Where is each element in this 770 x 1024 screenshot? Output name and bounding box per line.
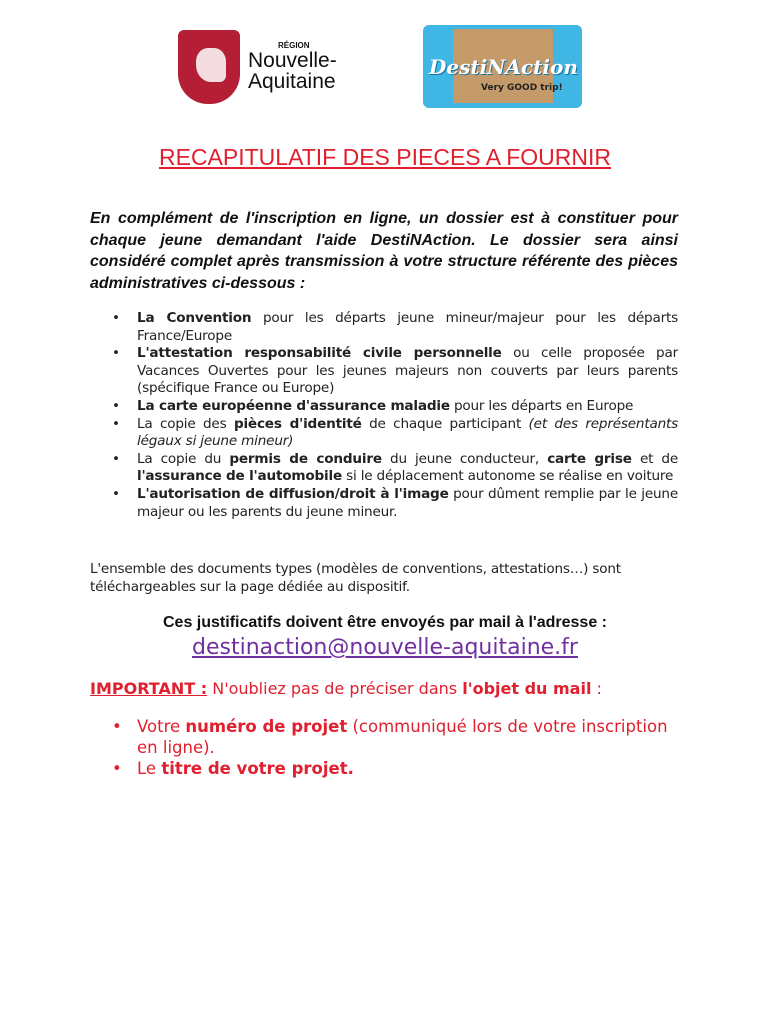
document-item-segment: permis de conduire [229, 450, 382, 467]
document-item-segment: ou celle proposée par Vacances Ouvertes pour les jeunes majeurs non couverts par leurs parents (spécifique France ou Europe) [137, 345, 679, 397]
document-item-segment: La Convention [137, 310, 252, 326]
document-item [110, 451, 678, 486]
important-note [90, 679, 602, 698]
important-label: IMPORTANT : [90, 679, 208, 698]
document-item [110, 310, 678, 345]
document-item-segment: du jeune conducteur, [381, 450, 548, 467]
templates-note: L'ensemble des documents types (modèles de conventions, attestations…) sont téléchargeables sur la page dédiée au dispositif. [90, 561, 621, 595]
document-item-segment: La carte européenne d'assurance maladie [137, 397, 450, 414]
important-object: l'objet du mail [462, 679, 592, 698]
important-text: N'oubliez pas de préciser dans [207, 679, 463, 698]
reminder-item-segment: numéro de projet [185, 717, 348, 736]
reminder-item [110, 716, 690, 758]
document-item [110, 486, 678, 521]
region-logo [178, 30, 337, 104]
document-item-segment: (et des représentants légaux si jeune mineur) [137, 415, 679, 450]
destinaction-logo-text: DestiNAction [429, 55, 578, 79]
logo-region-name-1: Nouvelle- [248, 49, 337, 72]
reminders-list [110, 716, 690, 779]
intro-paragraph: En complément de l'inscription en ligne, un dossier est à constituer pour chaque jeune demandant l'aide DestiNAction. Le dossier sera ainsi considéré complet après transmission à votre structure référente des pièces administratives ci-dessous : [90, 210, 678, 292]
document-item-segment: La copie du [137, 450, 230, 467]
document-item-segment: et de [631, 450, 678, 467]
document-item-segment: L'autorisation de diffusion/droit à l'image [137, 485, 449, 502]
logo-region-name-2: Aquitaine [248, 70, 336, 93]
email-link[interactable]: destinaction@nouvelle-aquitaine.fr [192, 635, 578, 660]
destinaction-logo [423, 25, 582, 108]
document-item-segment: si le déplacement autonome se réalise en voiture [342, 468, 674, 485]
lion-shield-icon [178, 30, 240, 104]
document-item [110, 416, 678, 451]
document-item-segment: pour dûment remplie par le jeune majeur ou les parents du jeune mineur. [137, 485, 678, 520]
reminder-item-segment: titre de votre projet. [161, 759, 354, 778]
document-item-segment: carte grise [547, 450, 632, 467]
document-item-segment: l'assurance de l'automobile [137, 468, 342, 485]
reminder-item-segment: Le [137, 759, 162, 778]
document-item [110, 345, 678, 398]
document-item-segment: pour les départs en Europe [449, 397, 634, 414]
reminder-item [110, 758, 690, 779]
document-item [110, 398, 678, 416]
important-end: : [591, 679, 602, 698]
documents-list [110, 310, 678, 521]
reminder-item-segment: Votre [137, 717, 186, 736]
destinaction-logo-sub: Very GOOD trip! [481, 83, 563, 93]
document-item-segment: de chaque participant [361, 415, 529, 432]
send-instruction: Ces justificatifs doivent être envoyés par mail à l'adresse : [163, 614, 607, 631]
logo-region-label: RÉGION [278, 41, 310, 50]
document-item-segment: pour les départs jeune mineur/majeur pour les départs France/Europe [137, 310, 678, 344]
page-title: RECAPITULATIF DES PIECES A FOURNIR [159, 144, 611, 170]
reminder-item-segment: (communiqué lors de votre inscription en ligne). [137, 717, 668, 757]
document-item-segment: La copie des [137, 415, 234, 432]
document-item-segment: L'attestation responsabilité civile personnelle [137, 345, 502, 362]
document-item-segment: pièces d'identité [233, 415, 362, 432]
